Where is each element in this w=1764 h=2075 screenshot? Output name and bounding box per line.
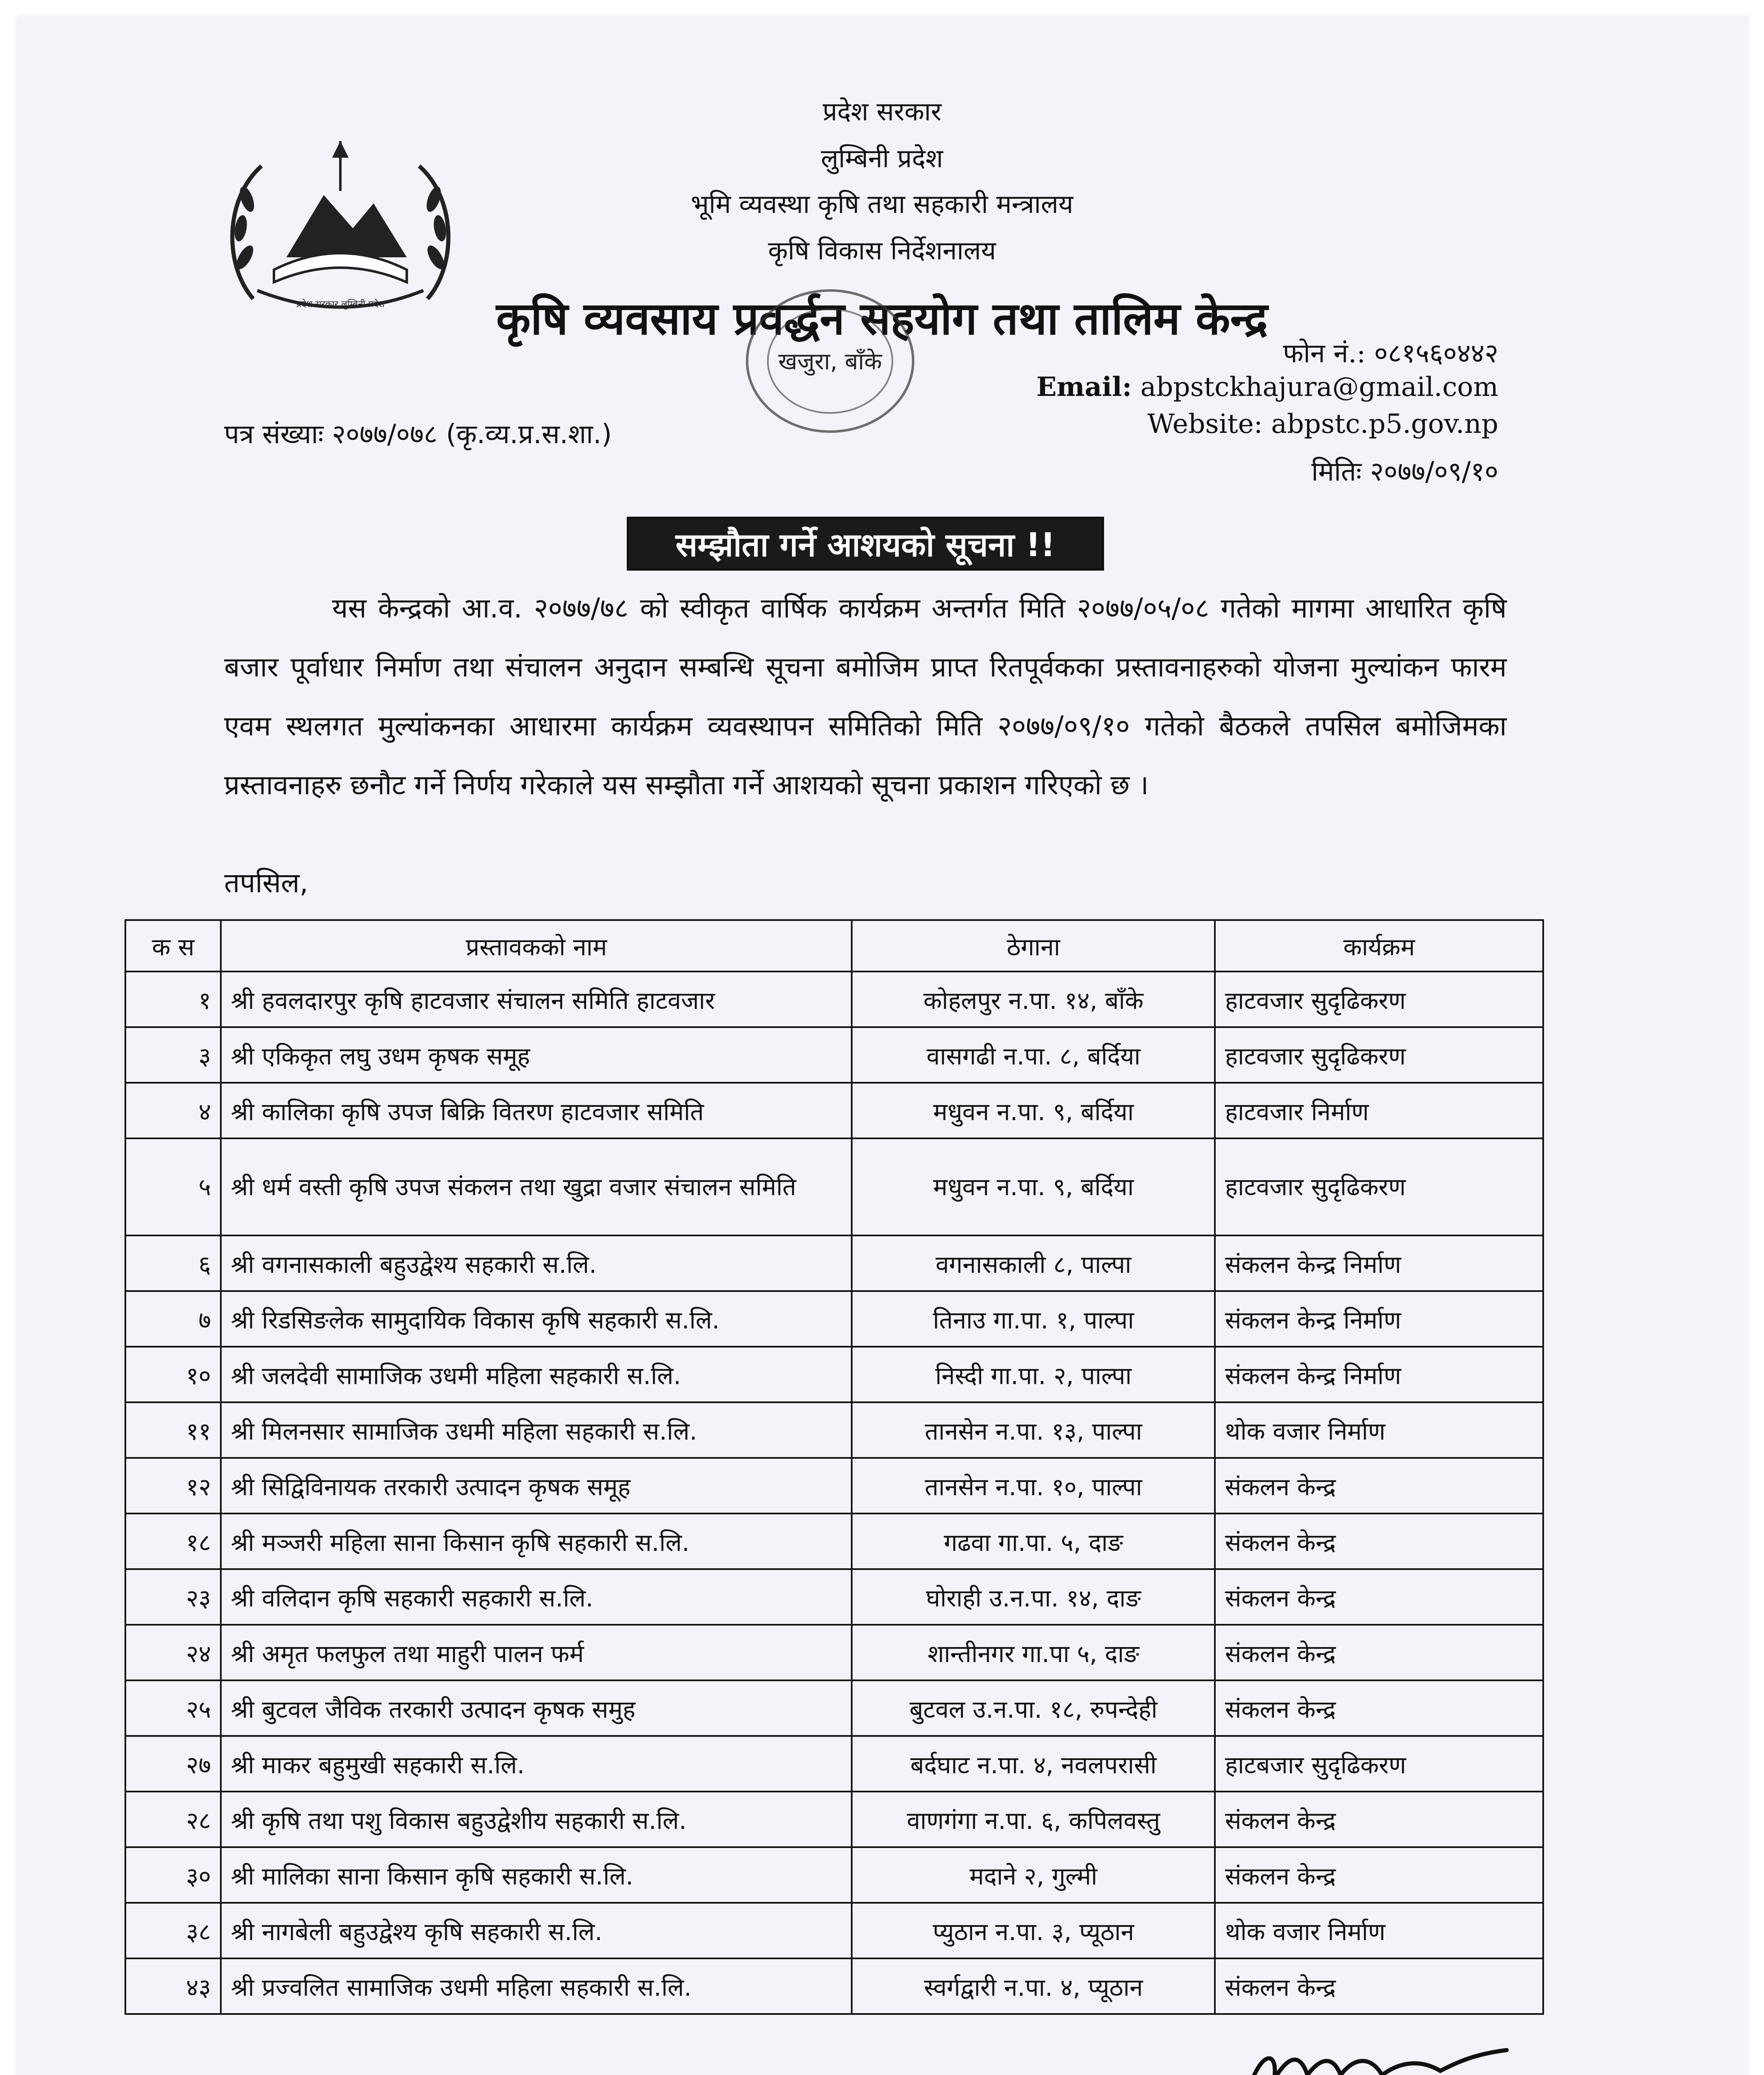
cell-address: मधुवन न.पा. ९, बर्दिया (852, 1083, 1215, 1138)
table-row (125, 1458, 1543, 1514)
cell-address: बुटवल उ.न.पा. १८, रुपन्देही (852, 1680, 1215, 1736)
cell-address: तानसेन न.पा. १३, पाल्पा (852, 1402, 1215, 1458)
email-line (1036, 371, 1498, 403)
website-line (1147, 409, 1498, 439)
website-label: Website: (1147, 409, 1263, 439)
header-line-2: लुम्बिनी प्रदेश (821, 143, 943, 173)
body-paragraph (224, 579, 1507, 815)
table-row (125, 1402, 1543, 1458)
cell-sn: १ (125, 972, 221, 1027)
header-sn: क स (125, 920, 221, 972)
table-row (125, 1291, 1543, 1347)
cell-address: प्युठान न.पा. ३, प्यूठान (852, 1903, 1215, 1958)
cell-program: संकलन केन्द्र (1215, 1458, 1543, 1514)
email-label: Email: (1036, 371, 1132, 403)
cell-sn: १८ (125, 1514, 221, 1569)
body-text: यस केन्द्रको आ.व. २०७७/७८ को स्वीकृत वार्षिक कार्यक्रम अन्तर्गत मिति २०७७/०५/०८ गतेको मागमा आधारित कृषि बजार पूर्वाधार निर्माण तथा संचालन अनुदान सम्बन्धि सूचना बमोजिम प्राप्त रितपूर्वकका प्रस्तावनाहरुको योजना मुल्यांकन फारम एवम स्थलगत मुल्यांकनका आधारमा कार्यक्रम व्यवस्थापन समितिको मिति २०७७/०९/१० गतेको बैठकले तपसिल बमोजिमका प्रस्तावनाहरु छनौट गर्ने निर्णय गरेकाले यस सम्झौता गर्ने आशयको सूचना प्रकाशन गरिएको छ । (224, 592, 1507, 801)
table-row (125, 1138, 1543, 1235)
cell-name: श्री एकिकृत लघु उधम कृषक समूह (221, 1027, 852, 1083)
cell-program: संकलन केन्द्र निर्माण (1215, 1235, 1543, 1291)
table-row (125, 1347, 1543, 1402)
cell-program: थोक वजार निर्माण (1215, 1903, 1543, 1958)
table-row (125, 1958, 1543, 2014)
cell-address: तानसेन न.पा. १०, पाल्पा (852, 1458, 1215, 1514)
cell-program: संकलन केन्द्र निर्माण (1215, 1347, 1543, 1402)
cell-program: संकलन केन्द्र (1215, 1847, 1543, 1903)
cell-address: गढवा गा.पा. ५, दाङ (852, 1514, 1215, 1569)
cell-program: संकलन केन्द्र (1215, 1792, 1543, 1847)
table-row (125, 1235, 1543, 1291)
cell-address: वगनासकाली ८, पाल्पा (852, 1235, 1215, 1291)
cell-address: निस्दी गा.पा. २, पाल्पा (852, 1347, 1215, 1402)
cell-program: हाटबजार सुदृढिकरण (1215, 1736, 1543, 1792)
cell-program: हाटवजार सुदृढिकरण (1215, 1138, 1543, 1235)
cell-sn: ३ (125, 1027, 221, 1083)
cell-address: वासगढी न.पा. ८, बर्दिया (852, 1027, 1215, 1083)
table-row (125, 972, 1543, 1027)
table-row (125, 1903, 1543, 1958)
organization-name: कृषि व्यवसाय प्रवर्द्धन सहयोग तथा तालिम केन्द्र (496, 293, 1268, 345)
table-row (125, 1792, 1543, 1847)
cell-name: श्री माकर बहुमुखी सहकारी स.लि. (221, 1736, 852, 1792)
letter-date: मितिः २०७७/०९/१० (1311, 456, 1498, 487)
notice-title: सम्झौता गर्ने आशयको सूचना !! (675, 527, 1055, 564)
table-header-row (125, 920, 1543, 972)
cell-name: श्री धर्म वस्ती कृषि उपज संकलन तथा खुद्रा वजार संचालन समिति (221, 1138, 852, 1235)
cell-address: मदाने २, गुल्मी (852, 1847, 1215, 1903)
cell-sn: ४३ (125, 1958, 221, 2014)
cell-sn: २५ (125, 1680, 221, 1736)
cell-address: तिनाउ गा.पा. १, पाल्पा (852, 1291, 1215, 1347)
cell-sn: १० (125, 1347, 221, 1402)
cell-name: श्री बुटवल जैविक तरकारी उत्पादन कृषक समुह (221, 1680, 852, 1736)
cell-sn: २४ (125, 1625, 221, 1680)
table-row (125, 1625, 1543, 1680)
cell-program: संकलन केन्द्र (1215, 1958, 1543, 2014)
phone-number: फोन नं.: ०८१५६०४४२ (1283, 338, 1498, 369)
cell-address: शान्तीनगर गा.पा ५, दाङ (852, 1625, 1215, 1680)
cell-sn: ११ (125, 1402, 221, 1458)
cell-program: थोक वजार निर्माण (1215, 1402, 1543, 1458)
notice-title-box (627, 517, 1104, 571)
cell-sn: १२ (125, 1458, 221, 1514)
table-row (125, 1514, 1543, 1569)
table-row (125, 1847, 1543, 1903)
cell-address: कोहलपुर न.पा. १४, बाँके (852, 972, 1215, 1027)
cell-sn: ६ (125, 1235, 221, 1291)
table-row (125, 1680, 1543, 1736)
handwritten-signature (1224, 2025, 1532, 2075)
cell-program: संकलन केन्द्र (1215, 1514, 1543, 1569)
cell-address: स्वर्गद्वारी न.पा. ४, प्यूठान (852, 1958, 1215, 2014)
header-line-3: भूमि व्यवस्था कृषि तथा सहकारी मन्त्रालय (691, 189, 1073, 219)
cell-program: संकलन केन्द्र (1215, 1569, 1543, 1625)
tapasil-label: तपसिल, (224, 867, 308, 899)
cell-sn: २८ (125, 1792, 221, 1847)
cell-program: संकलन केन्द्र (1215, 1680, 1543, 1736)
cell-name: श्री प्रज्वलित सामाजिक उधमी महिला सहकारी स.लि. (221, 1958, 852, 2014)
cell-address: वाणगंगा न.पा. ६, कपिलवस्तु (852, 1792, 1215, 1847)
header-name: प्रस्तावकको नाम (221, 920, 852, 972)
website-address: abpstc.p5.gov.np (1271, 409, 1498, 439)
cell-name: श्री नागबेली बहुउद्वेश्य कृषि सहकारी स.लि. (221, 1903, 852, 1958)
table-row (125, 1083, 1543, 1138)
cell-name: श्री रिडसिङलेक सामुदायिक विकास कृषि सहकारी स.लि. (221, 1291, 852, 1347)
svg-text:खजुरा, बाँके: खजुरा, बाँके (778, 348, 882, 375)
cell-name: श्री वगनासकाली बहुउद्वेश्य सहकारी स.लि. (221, 1235, 852, 1291)
cell-name: श्री अमृत फलफुल तथा माहुरी पालन फर्म (221, 1625, 852, 1680)
svg-text:प्रदेश सरकार लुम्बिनी प्रदेश: प्रदेश सरकार लुम्बिनी प्रदेश (296, 299, 385, 310)
cell-sn: ७ (125, 1291, 221, 1347)
cell-address: मधुवन न.पा. ९, बर्दिया (852, 1138, 1215, 1235)
cell-name: श्री मिलनसार सामाजिक उधमी महिला सहकारी स.लि. (221, 1402, 852, 1458)
cell-program: हाटवजार सुदृढिकरण (1215, 1027, 1543, 1083)
cell-address: घोराही उ.न.पा. १४, दाङ (852, 1569, 1215, 1625)
cell-name: श्री कृषि तथा पशु विकास बहुउद्वेशीय सहकारी स.लि. (221, 1792, 852, 1847)
cell-sn: २७ (125, 1736, 221, 1792)
cell-program: हाटवजार सुदृढिकरण (1215, 972, 1543, 1027)
cell-name: श्री मालिका साना किसान कृषि सहकारी स.लि. (221, 1847, 852, 1903)
cell-sn: ४ (125, 1083, 221, 1138)
cell-sn: २३ (125, 1569, 221, 1625)
cell-program: संकलन केन्द्र निर्माण (1215, 1291, 1543, 1347)
cell-name: श्री कालिका कृषि उपज बिक्रि वितरण हाटवजार समिति (221, 1083, 852, 1138)
cell-address: बर्दघाट न.पा. ४, नवलपरासी (852, 1736, 1215, 1792)
email-address: abpstckhajura@gmail.com (1140, 372, 1498, 403)
cell-sn: ३० (125, 1847, 221, 1903)
table-row (125, 1027, 1543, 1083)
table-body (125, 972, 1543, 2014)
cell-sn: ५ (125, 1138, 221, 1235)
cell-program: संकलन केन्द्र (1215, 1625, 1543, 1680)
header-line-1: प्रदेश सरकार (822, 96, 942, 127)
header-address: ठेगाना (852, 920, 1215, 972)
selected-proposals-table (125, 919, 1544, 2015)
cell-name: श्री मञ्जरी महिला साना किसान कृषि सहकारी स.लि. (221, 1514, 852, 1569)
cell-name: श्री वलिदान कृषि सहकारी सहकारी स.लि. (221, 1569, 852, 1625)
table-row (125, 1569, 1543, 1625)
header-line-4: कृषि विकास निर्देशनालय (768, 235, 996, 266)
cell-sn: ३८ (125, 1903, 221, 1958)
cell-name: श्री हवलदारपुर कृषि हाटवजार संचालन समिति हाटवजार (221, 972, 852, 1027)
cell-program: हाटवजार निर्माण (1215, 1083, 1543, 1138)
office-round-stamp (672, 266, 996, 465)
cell-name: श्री जलदेवी सामाजिक उधमी महिला सहकारी स.लि. (221, 1347, 852, 1402)
cell-name: श्री सिद्विविनायक तरकारी उत्पादन कृषक समूह (221, 1458, 852, 1514)
reference-number: पत्र संख्याः २०७७/०७८ (कृ.व्य.प्र.स.शा.) (224, 419, 612, 450)
header-program: कार्यक्रम (1215, 920, 1543, 972)
table-row (125, 1736, 1543, 1792)
